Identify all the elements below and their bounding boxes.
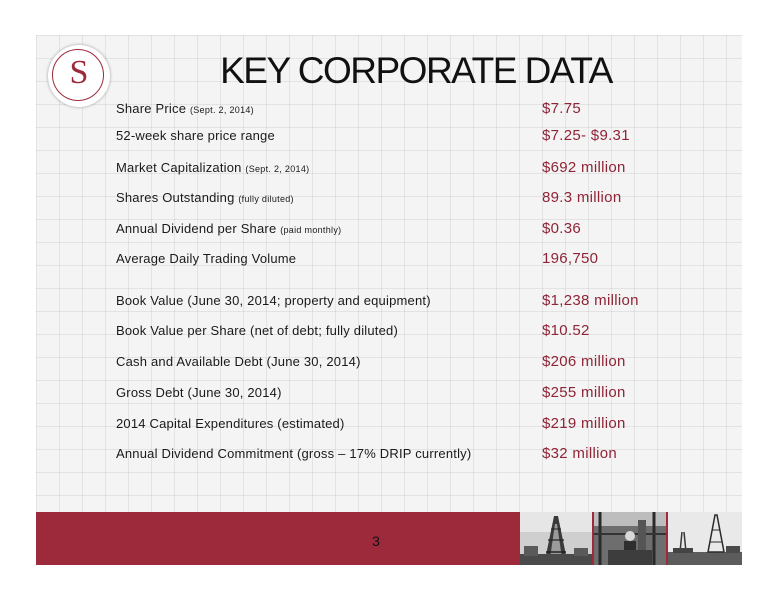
row-label: Market Capitalization (Sept. 2, 2014) <box>116 160 310 175</box>
data-row-price-range <box>36 127 742 151</box>
row-label: 2014 Capital Expenditures (estimated) <box>116 416 345 431</box>
row-label: Cash and Available Debt (June 30, 2014) <box>116 354 361 369</box>
row-value: $0.36 <box>542 220 582 237</box>
row-label: Gross Debt (June 30, 2014) <box>116 385 282 400</box>
data-row-share-price <box>36 100 742 124</box>
page-title: KEY CORPORATE DATA <box>220 50 612 91</box>
row-value: $255 million <box>542 384 626 401</box>
data-row-cash-available-debt <box>36 353 742 377</box>
company-logo <box>48 45 110 107</box>
row-label: Shares Outstanding (fully diluted) <box>116 190 294 205</box>
logo-letter: S <box>69 54 89 91</box>
data-row-book-value <box>36 292 742 316</box>
slide <box>36 35 742 565</box>
data-row-market-cap <box>36 159 742 183</box>
page-number: 3 <box>372 533 380 549</box>
row-value: 196,750 <box>542 250 599 267</box>
row-value: $692 million <box>542 159 626 176</box>
row-value: 89.3 million <box>542 189 622 206</box>
row-label: Book Value per Share (net of debt; fully diluted) <box>116 323 399 338</box>
data-row-gross-debt <box>36 384 742 408</box>
oil-field-photo <box>668 512 742 565</box>
row-value: $32 million <box>542 445 618 462</box>
data-row-book-value-per-share <box>36 322 742 346</box>
row-value: $1,238 million <box>542 292 639 309</box>
row-value: $10.52 <box>542 322 590 339</box>
row-value: $7.25- $9.31 <box>542 127 630 144</box>
row-label: Book Value (June 30, 2014; property and equipment) <box>116 293 431 308</box>
data-row-shares-outstanding <box>36 189 742 213</box>
row-note: (paid monthly) <box>280 225 342 235</box>
row-note: (fully diluted) <box>238 194 294 204</box>
row-label: Annual Dividend Commitment (gross – 17% DRIP currently) <box>116 446 472 461</box>
row-note: (Sept. 2, 2014) <box>245 164 310 174</box>
worker-photo <box>594 512 666 565</box>
row-note: (Sept. 2, 2014) <box>189 105 254 115</box>
drilling-rig-photo <box>520 512 592 565</box>
row-label: Annual Dividend per Share (paid monthly) <box>116 221 342 236</box>
row-label: Share Price (Sept. 2, 2014) <box>116 101 254 116</box>
row-label: 52-week share price range <box>116 128 275 143</box>
row-label: Average Daily Trading Volume <box>116 251 297 266</box>
row-value: $206 million <box>542 353 626 370</box>
data-row-capital-expenditures <box>36 415 742 439</box>
row-value: $7.75 <box>542 100 582 117</box>
data-row-annual-dividend <box>36 220 742 244</box>
data-row-trading-volume <box>36 250 742 274</box>
row-value: $219 million <box>542 415 626 432</box>
data-row-dividend-commitment <box>36 445 742 469</box>
